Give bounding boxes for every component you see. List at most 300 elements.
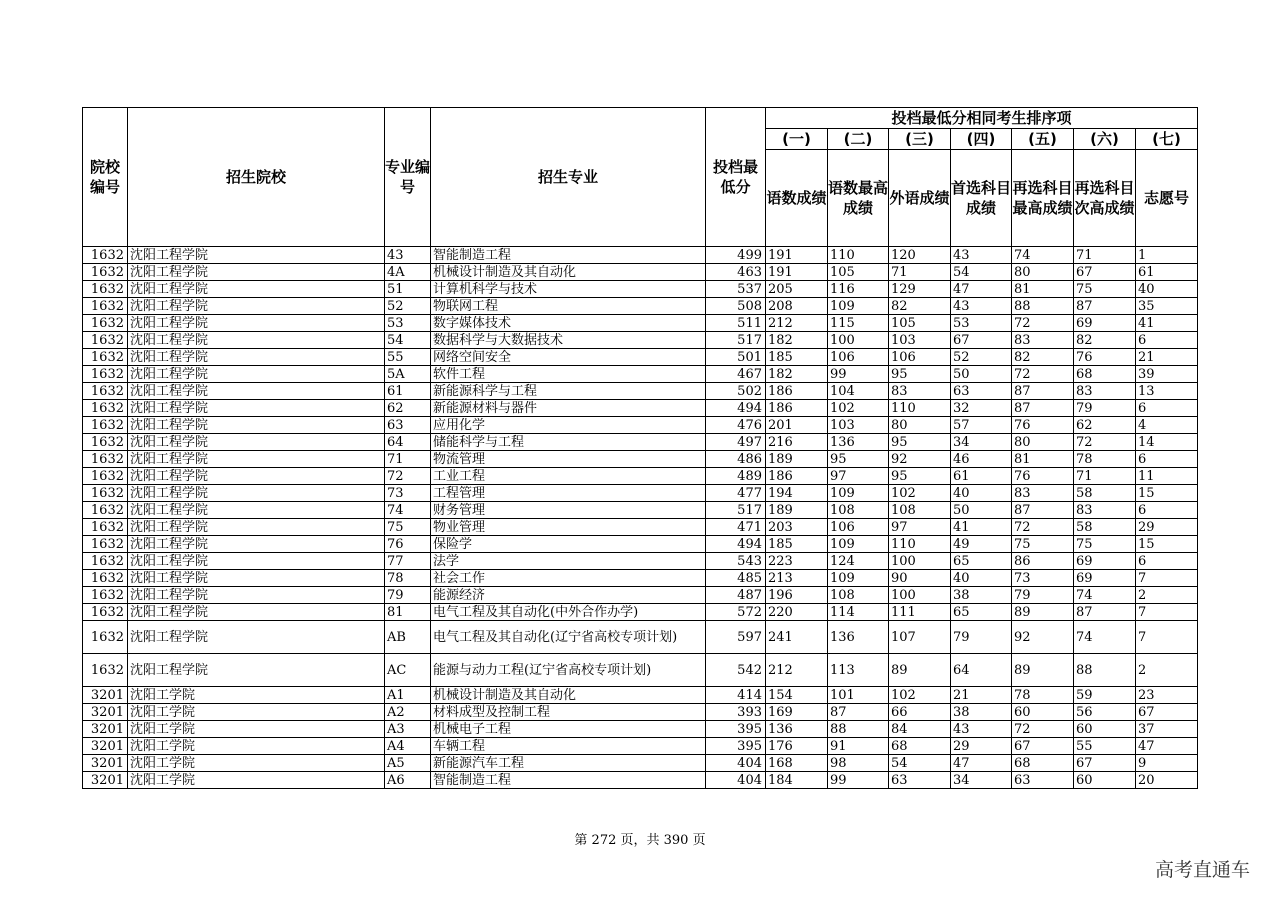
cell-score-elective-max: 72 — [1012, 721, 1074, 738]
cell-score-elective-second: 83 — [1074, 383, 1136, 400]
cell-school-name: 沈阳工程学院 — [128, 383, 385, 400]
cell-score-foreign-language: 110 — [889, 536, 951, 553]
cell-score-elective-max: 76 — [1012, 417, 1074, 434]
cell-min-score: 467 — [706, 366, 766, 383]
cell-score-elective-max: 89 — [1012, 604, 1074, 621]
cell-preference-no: 21 — [1136, 349, 1198, 366]
header-numeral: (六) — [1074, 129, 1136, 150]
cell-school-name: 沈阳工程学院 — [128, 281, 385, 298]
cell-major-name: 机械电子工程 — [431, 721, 706, 738]
cell-preference-no: 6 — [1136, 553, 1198, 570]
cell-major-name: 能源与动力工程(辽宁省高校专项计划) — [431, 654, 706, 687]
cell-school-code: 1632 — [83, 621, 128, 654]
cell-score-elective-second: 88 — [1074, 654, 1136, 687]
cell-major-code: 77 — [385, 553, 431, 570]
cell-major-code: 71 — [385, 451, 431, 468]
cell-score-foreign-language: 90 — [889, 570, 951, 587]
cell-major-code: 63 — [385, 417, 431, 434]
cell-score-foreign-language: 110 — [889, 400, 951, 417]
cell-major-name: 工程管理 — [431, 485, 706, 502]
cell-preference-no: 37 — [1136, 721, 1198, 738]
cell-score-first-subject: 49 — [951, 536, 1012, 553]
cell-score-elective-max: 87 — [1012, 383, 1074, 400]
cell-major-code: A6 — [385, 772, 431, 789]
cell-score-first-subject: 61 — [951, 468, 1012, 485]
cell-score-elective-max: 80 — [1012, 434, 1074, 451]
header-sub-first-subject: 首选科目成绩 — [951, 150, 1012, 247]
cell-score-chinese-math-max: 102 — [828, 400, 889, 417]
table-row — [83, 400, 1198, 417]
cell-school-name: 沈阳工程学院 — [128, 366, 385, 383]
cell-score-elective-second: 69 — [1074, 570, 1136, 587]
cell-score-elective-second: 71 — [1074, 247, 1136, 264]
cell-score-first-subject: 34 — [951, 772, 1012, 789]
cell-major-code: 51 — [385, 281, 431, 298]
header-numeral: (四) — [951, 129, 1012, 150]
cell-min-score: 543 — [706, 553, 766, 570]
cell-score-chinese-math: 189 — [766, 502, 828, 519]
cell-major-name: 电气工程及其自动化(辽宁省高校专项计划) — [431, 621, 706, 654]
cell-score-elective-second: 75 — [1074, 536, 1136, 553]
cell-score-chinese-math-max: 109 — [828, 298, 889, 315]
cell-score-chinese-math: 216 — [766, 434, 828, 451]
cell-score-foreign-language: 102 — [889, 687, 951, 704]
cell-major-name: 财务管理 — [431, 502, 706, 519]
cell-preference-no: 7 — [1136, 621, 1198, 654]
table-row — [83, 654, 1198, 687]
cell-score-chinese-math-max: 101 — [828, 687, 889, 704]
cell-preference-no: 14 — [1136, 434, 1198, 451]
table-body — [83, 247, 1198, 789]
cell-score-elective-max: 79 — [1012, 587, 1074, 604]
cell-school-code: 1632 — [83, 366, 128, 383]
cell-score-first-subject: 47 — [951, 755, 1012, 772]
cell-score-chinese-math-max: 114 — [828, 604, 889, 621]
header-school-code: 院校编号 — [83, 108, 128, 247]
cell-major-code: 54 — [385, 332, 431, 349]
cell-score-chinese-math-max: 104 — [828, 383, 889, 400]
table-row — [83, 332, 1198, 349]
cell-school-code: 1632 — [83, 349, 128, 366]
cell-school-code: 3201 — [83, 704, 128, 721]
cell-score-chinese-math-max: 109 — [828, 536, 889, 553]
cell-score-first-subject: 50 — [951, 502, 1012, 519]
header-numeral: (五) — [1012, 129, 1074, 150]
cell-score-chinese-math-max: 108 — [828, 502, 889, 519]
cell-school-code: 1632 — [83, 553, 128, 570]
cell-preference-no: 7 — [1136, 604, 1198, 621]
cell-preference-no: 67 — [1136, 704, 1198, 721]
header-major-code: 专业编号 — [385, 108, 431, 247]
cell-score-foreign-language: 95 — [889, 434, 951, 451]
cell-score-chinese-math: 205 — [766, 281, 828, 298]
cell-score-chinese-math: 185 — [766, 349, 828, 366]
cell-preference-no: 35 — [1136, 298, 1198, 315]
cell-score-chinese-math: 213 — [766, 570, 828, 587]
cell-score-chinese-math: 186 — [766, 468, 828, 485]
cell-preference-no: 6 — [1136, 332, 1198, 349]
cell-score-chinese-math-max: 91 — [828, 738, 889, 755]
cell-major-code: 64 — [385, 434, 431, 451]
cell-major-name: 数字媒体技术 — [431, 315, 706, 332]
cell-score-elective-second: 71 — [1074, 468, 1136, 485]
table-row — [83, 468, 1198, 485]
cell-score-elective-second: 74 — [1074, 587, 1136, 604]
cell-major-name: 智能制造工程 — [431, 772, 706, 789]
cell-preference-no: 13 — [1136, 383, 1198, 400]
cell-score-foreign-language: 63 — [889, 772, 951, 789]
cell-score-elective-second: 79 — [1074, 400, 1136, 417]
header-min-score: 投档最低分 — [706, 108, 766, 247]
header-sub-chinese-math: 语数成绩 — [766, 150, 828, 247]
cell-major-name: 智能制造工程 — [431, 247, 706, 264]
cell-school-name: 沈阳工学院 — [128, 704, 385, 721]
cell-preference-no: 2 — [1136, 587, 1198, 604]
cell-score-first-subject: 46 — [951, 451, 1012, 468]
table-row — [83, 502, 1198, 519]
cell-school-code: 1632 — [83, 654, 128, 687]
cell-score-elective-max: 83 — [1012, 485, 1074, 502]
cell-major-name: 材料成型及控制工程 — [431, 704, 706, 721]
cell-score-first-subject: 52 — [951, 349, 1012, 366]
cell-score-elective-max: 87 — [1012, 400, 1074, 417]
cell-min-score: 393 — [706, 704, 766, 721]
table-row — [83, 417, 1198, 434]
cell-school-code: 1632 — [83, 281, 128, 298]
cell-score-foreign-language: 129 — [889, 281, 951, 298]
cell-major-code: 5A — [385, 366, 431, 383]
cell-score-chinese-math-max: 136 — [828, 434, 889, 451]
cell-score-chinese-math: 212 — [766, 654, 828, 687]
cell-school-code: 1632 — [83, 315, 128, 332]
cell-score-foreign-language: 68 — [889, 738, 951, 755]
cell-major-name: 软件工程 — [431, 366, 706, 383]
cell-school-code: 3201 — [83, 721, 128, 738]
cell-school-name: 沈阳工学院 — [128, 721, 385, 738]
cell-min-score: 517 — [706, 502, 766, 519]
cell-major-name: 应用化学 — [431, 417, 706, 434]
cell-major-code: 53 — [385, 315, 431, 332]
cell-score-elective-max: 72 — [1012, 519, 1074, 536]
cell-score-elective-second: 69 — [1074, 553, 1136, 570]
cell-score-chinese-math-max: 109 — [828, 485, 889, 502]
cell-major-name: 网络空间安全 — [431, 349, 706, 366]
cell-major-name: 物业管理 — [431, 519, 706, 536]
cell-min-score: 499 — [706, 247, 766, 264]
cell-preference-no: 6 — [1136, 502, 1198, 519]
cell-major-code: 4A — [385, 264, 431, 281]
cell-major-name: 储能科学与工程 — [431, 434, 706, 451]
cell-preference-no: 61 — [1136, 264, 1198, 281]
cell-score-chinese-math: 186 — [766, 400, 828, 417]
cell-major-name: 数据科学与大数据技术 — [431, 332, 706, 349]
cell-score-first-subject: 29 — [951, 738, 1012, 755]
admission-table-container — [82, 107, 1197, 789]
cell-preference-no: 4 — [1136, 417, 1198, 434]
cell-school-code: 1632 — [83, 400, 128, 417]
cell-score-foreign-language: 71 — [889, 264, 951, 281]
cell-min-score: 476 — [706, 417, 766, 434]
cell-major-code: A4 — [385, 738, 431, 755]
cell-school-name: 沈阳工程学院 — [128, 315, 385, 332]
cell-preference-no: 11 — [1136, 468, 1198, 485]
cell-school-name: 沈阳工程学院 — [128, 587, 385, 604]
cell-major-code: 61 — [385, 383, 431, 400]
table-row — [83, 570, 1198, 587]
cell-score-first-subject: 67 — [951, 332, 1012, 349]
cell-score-elective-max: 75 — [1012, 536, 1074, 553]
cell-score-elective-max: 60 — [1012, 704, 1074, 721]
cell-score-elective-second: 59 — [1074, 687, 1136, 704]
cell-major-code: 72 — [385, 468, 431, 485]
cell-school-code: 3201 — [83, 738, 128, 755]
cell-score-first-subject: 38 — [951, 704, 1012, 721]
cell-score-first-subject: 64 — [951, 654, 1012, 687]
table-row — [83, 553, 1198, 570]
cell-score-foreign-language: 103 — [889, 332, 951, 349]
cell-score-first-subject: 43 — [951, 247, 1012, 264]
header-sub-elective-max: 再选科目最高成绩 — [1012, 150, 1074, 247]
cell-score-foreign-language: 89 — [889, 654, 951, 687]
cell-preference-no: 6 — [1136, 451, 1198, 468]
cell-score-chinese-math-max: 88 — [828, 721, 889, 738]
cell-score-chinese-math: 186 — [766, 383, 828, 400]
cell-major-name: 能源经济 — [431, 587, 706, 604]
cell-preference-no: 9 — [1136, 755, 1198, 772]
cell-school-code: 3201 — [83, 755, 128, 772]
cell-score-elective-second: 74 — [1074, 621, 1136, 654]
cell-major-name: 计算机科学与技术 — [431, 281, 706, 298]
cell-score-chinese-math: 189 — [766, 451, 828, 468]
cell-score-elective-second: 72 — [1074, 434, 1136, 451]
cell-major-code: 55 — [385, 349, 431, 366]
cell-min-score: 502 — [706, 383, 766, 400]
cell-min-score: 463 — [706, 264, 766, 281]
cell-min-score: 471 — [706, 519, 766, 536]
cell-score-elective-second: 60 — [1074, 721, 1136, 738]
cell-score-first-subject: 57 — [951, 417, 1012, 434]
cell-score-elective-max: 68 — [1012, 755, 1074, 772]
cell-score-foreign-language: 102 — [889, 485, 951, 502]
cell-major-name: 工业工程 — [431, 468, 706, 485]
cell-score-elective-max: 83 — [1012, 332, 1074, 349]
cell-major-name: 法学 — [431, 553, 706, 570]
table-row — [83, 687, 1198, 704]
cell-score-elective-max: 81 — [1012, 451, 1074, 468]
cell-score-chinese-math-max: 95 — [828, 451, 889, 468]
cell-score-elective-second: 69 — [1074, 315, 1136, 332]
cell-score-chinese-math: 241 — [766, 621, 828, 654]
cell-score-elective-second: 87 — [1074, 604, 1136, 621]
cell-preference-no: 7 — [1136, 570, 1198, 587]
cell-min-score: 572 — [706, 604, 766, 621]
cell-major-code: A5 — [385, 755, 431, 772]
cell-major-code: 62 — [385, 400, 431, 417]
cell-score-chinese-math-max: 113 — [828, 654, 889, 687]
cell-score-elective-max: 67 — [1012, 738, 1074, 755]
cell-score-elective-second: 87 — [1074, 298, 1136, 315]
cell-score-foreign-language: 95 — [889, 468, 951, 485]
cell-min-score: 404 — [706, 772, 766, 789]
cell-score-elective-max: 81 — [1012, 281, 1074, 298]
cell-score-elective-max: 73 — [1012, 570, 1074, 587]
table-row — [83, 587, 1198, 604]
table-row — [83, 315, 1198, 332]
header-sub-chinese-math-max: 语数最高成绩 — [828, 150, 889, 247]
table-row — [83, 772, 1198, 789]
cell-min-score: 494 — [706, 536, 766, 553]
cell-school-name: 沈阳工程学院 — [128, 400, 385, 417]
cell-school-code: 3201 — [83, 772, 128, 789]
cell-score-first-subject: 43 — [951, 298, 1012, 315]
cell-major-code: 74 — [385, 502, 431, 519]
cell-score-elective-second: 76 — [1074, 349, 1136, 366]
watermark: 高考直通车 — [1154, 859, 1250, 881]
header-sub-foreign-language: 外语成绩 — [889, 150, 951, 247]
cell-major-name: 新能源材料与器件 — [431, 400, 706, 417]
cell-score-first-subject: 54 — [951, 264, 1012, 281]
cell-school-name: 沈阳工程学院 — [128, 451, 385, 468]
cell-score-chinese-math: 194 — [766, 485, 828, 502]
cell-score-elective-max: 72 — [1012, 315, 1074, 332]
header-numeral: (一) — [766, 129, 828, 150]
cell-preference-no: 29 — [1136, 519, 1198, 536]
cell-major-name: 物流管理 — [431, 451, 706, 468]
cell-score-chinese-math-max: 115 — [828, 315, 889, 332]
cell-score-foreign-language: 120 — [889, 247, 951, 264]
cell-school-name: 沈阳工程学院 — [128, 264, 385, 281]
cell-school-name: 沈阳工程学院 — [128, 485, 385, 502]
header-sub-preference-no: 志愿号 — [1136, 150, 1198, 247]
cell-preference-no: 15 — [1136, 536, 1198, 553]
cell-school-code: 1632 — [83, 434, 128, 451]
cell-min-score: 487 — [706, 587, 766, 604]
cell-school-name: 沈阳工学院 — [128, 772, 385, 789]
cell-min-score: 501 — [706, 349, 766, 366]
cell-preference-no: 23 — [1136, 687, 1198, 704]
cell-score-chinese-math-max: 116 — [828, 281, 889, 298]
cell-school-code: 1632 — [83, 536, 128, 553]
cell-min-score: 395 — [706, 738, 766, 755]
cell-major-name: 机械设计制造及其自动化 — [431, 687, 706, 704]
cell-school-name: 沈阳工程学院 — [128, 604, 385, 621]
cell-score-chinese-math: 169 — [766, 704, 828, 721]
cell-major-code: 79 — [385, 587, 431, 604]
table-row — [83, 298, 1198, 315]
cell-major-name: 新能源科学与工程 — [431, 383, 706, 400]
cell-score-chinese-math-max: 103 — [828, 417, 889, 434]
header-numeral: (二) — [828, 129, 889, 150]
cell-preference-no: 47 — [1136, 738, 1198, 755]
cell-score-chinese-math-max: 136 — [828, 621, 889, 654]
table-row — [83, 536, 1198, 553]
cell-score-elective-second: 67 — [1074, 264, 1136, 281]
table-row — [83, 264, 1198, 281]
cell-score-elective-second: 55 — [1074, 738, 1136, 755]
cell-preference-no: 40 — [1136, 281, 1198, 298]
cell-school-code: 1632 — [83, 502, 128, 519]
cell-score-chinese-math-max: 106 — [828, 349, 889, 366]
cell-preference-no: 15 — [1136, 485, 1198, 502]
cell-score-chinese-math: 168 — [766, 755, 828, 772]
cell-score-foreign-language: 83 — [889, 383, 951, 400]
cell-major-code: 52 — [385, 298, 431, 315]
cell-major-name: 新能源汽车工程 — [431, 755, 706, 772]
cell-min-score: 395 — [706, 721, 766, 738]
cell-school-name: 沈阳工学院 — [128, 738, 385, 755]
cell-school-name: 沈阳工程学院 — [128, 621, 385, 654]
cell-school-code: 1632 — [83, 383, 128, 400]
cell-score-first-subject: 47 — [951, 281, 1012, 298]
cell-min-score: 404 — [706, 755, 766, 772]
cell-score-foreign-language: 54 — [889, 755, 951, 772]
cell-school-name: 沈阳工学院 — [128, 755, 385, 772]
cell-score-elective-second: 68 — [1074, 366, 1136, 383]
cell-major-name: 物联网工程 — [431, 298, 706, 315]
table-header — [83, 108, 1198, 247]
cell-score-foreign-language: 111 — [889, 604, 951, 621]
table-row — [83, 738, 1198, 755]
cell-school-name: 沈阳工程学院 — [128, 332, 385, 349]
table-row — [83, 704, 1198, 721]
admission-score-table — [82, 107, 1198, 789]
cell-score-chinese-math-max: 97 — [828, 468, 889, 485]
cell-score-chinese-math: 191 — [766, 247, 828, 264]
cell-score-elective-max: 88 — [1012, 298, 1074, 315]
table-row — [83, 366, 1198, 383]
cell-score-first-subject: 53 — [951, 315, 1012, 332]
cell-score-chinese-math-max: 100 — [828, 332, 889, 349]
cell-score-chinese-math: 201 — [766, 417, 828, 434]
cell-min-score: 414 — [706, 687, 766, 704]
cell-preference-no: 6 — [1136, 400, 1198, 417]
cell-score-chinese-math: 223 — [766, 553, 828, 570]
cell-school-name: 沈阳工程学院 — [128, 434, 385, 451]
cell-school-name: 沈阳工程学院 — [128, 417, 385, 434]
cell-school-name: 沈阳工程学院 — [128, 468, 385, 485]
cell-score-first-subject: 38 — [951, 587, 1012, 604]
cell-score-first-subject: 32 — [951, 400, 1012, 417]
cell-score-elective-second: 60 — [1074, 772, 1136, 789]
cell-score-chinese-math-max: 99 — [828, 772, 889, 789]
cell-score-elective-max: 78 — [1012, 687, 1074, 704]
cell-preference-no: 39 — [1136, 366, 1198, 383]
cell-score-elective-max: 89 — [1012, 654, 1074, 687]
cell-preference-no: 20 — [1136, 772, 1198, 789]
cell-min-score: 542 — [706, 654, 766, 687]
cell-score-first-subject: 50 — [951, 366, 1012, 383]
cell-major-name: 机械设计制造及其自动化 — [431, 264, 706, 281]
cell-school-name: 沈阳工程学院 — [128, 349, 385, 366]
cell-school-name: 沈阳工学院 — [128, 687, 385, 704]
cell-score-elective-max: 92 — [1012, 621, 1074, 654]
cell-score-chinese-math: 196 — [766, 587, 828, 604]
cell-major-name: 社会工作 — [431, 570, 706, 587]
cell-score-chinese-math: 182 — [766, 366, 828, 383]
cell-score-chinese-math-max: 108 — [828, 587, 889, 604]
header-numeral: (三) — [889, 129, 951, 150]
cell-score-chinese-math-max: 106 — [828, 519, 889, 536]
cell-score-chinese-math-max: 124 — [828, 553, 889, 570]
cell-score-foreign-language: 97 — [889, 519, 951, 536]
cell-school-code: 1632 — [83, 247, 128, 264]
cell-major-code: 81 — [385, 604, 431, 621]
page-footer: 第 272 页，共 390 页 — [574, 833, 706, 848]
cell-score-elective-second: 62 — [1074, 417, 1136, 434]
cell-score-chinese-math: 220 — [766, 604, 828, 621]
cell-score-foreign-language: 107 — [889, 621, 951, 654]
cell-score-first-subject: 63 — [951, 383, 1012, 400]
